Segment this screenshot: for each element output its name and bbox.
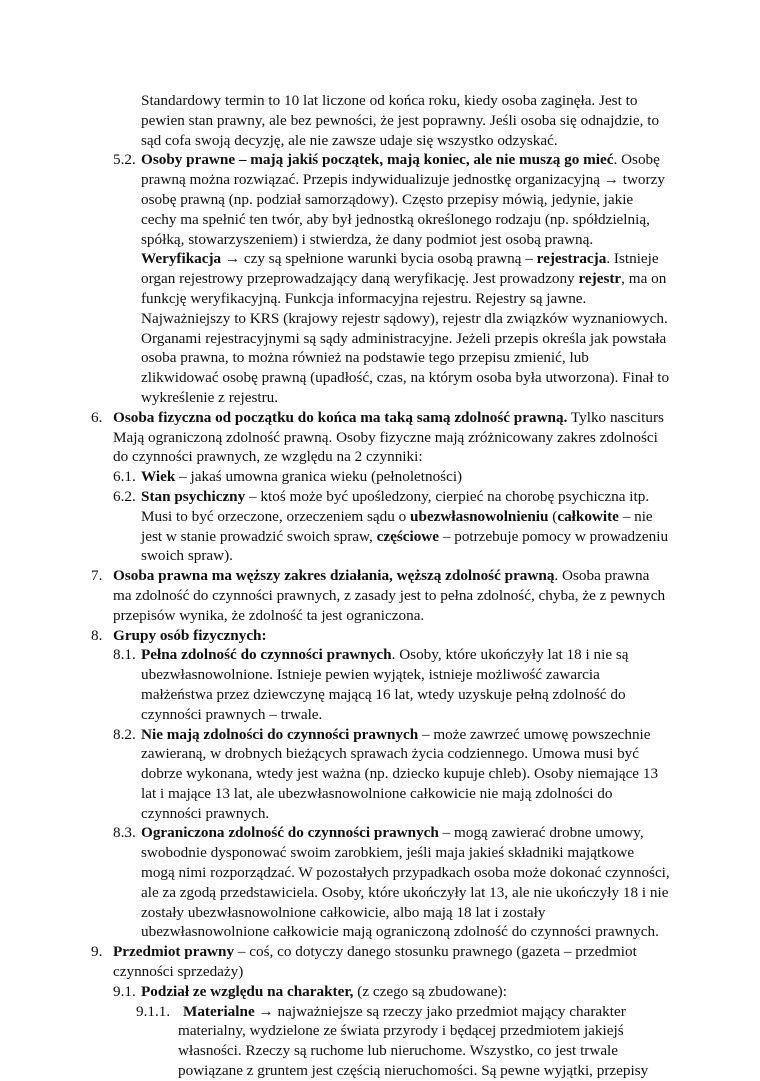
item-heading: Materialne →	[183, 1002, 274, 1020]
item-8	[0, 626, 670, 646]
item-9	[0, 942, 670, 982]
continuation-text: Standardowy termin to 10 lat liczone od końca roku, kiedy osoba zaginęła. Jest to pewien stan prawny, ale bez pewności, że jest poprawny. Jeśli osoba się odnajdzie, to sąd cofa swoją decyzję, ale nie zawsze udaje się wszystko odzyskać.	[141, 92, 660, 149]
item-heading: Osoba fizyczna od początku do końca ma taką samą zdolność prawną.	[113, 408, 568, 426]
item-body: Stan psychiczny – ktoś może być upośledzony, cierpieć na chorobę psychiczna itp. Musi to być orzeczone, orzeczeniem sądu o ubezwłasnowolnieniu (całkowite – nie jest w stanie prowadzić swoich spraw, częściowe – potrzebuje pomocy w prowadzeniu swoich spraw).	[141, 487, 669, 565]
item-6-2	[0, 487, 670, 566]
item-heading: Wiek	[141, 468, 176, 486]
item-heading: Osoba prawna ma węższy zakres działania, węższą zdolność prawną	[113, 567, 555, 585]
item-number: 6.	[91, 408, 103, 426]
item-8-3	[0, 823, 670, 942]
item-5-2	[0, 150, 670, 407]
item-number: 6.2.	[113, 487, 136, 505]
item-body: Wiek – jakaś umowna granica wieku (pełnoletności)	[141, 468, 463, 486]
paragraph-continuation	[0, 91, 670, 150]
item-number: 8.2.	[113, 725, 136, 743]
item-body: Osoby prawne – mają jakiś początek, mają koniec, ale nie muszą go mieć. Osobę prawną można rozwiązać. Przepis indywidualizuje jednostkę organizacyjną → tworzy osobę prawną (np. podział samorządowy). Często przepisy mówią, jedynie, jakie cechy ma spełnić ten twór, aby był jednostką określonego rodzaju (np. spółdzielnią, spółką, stowarzyszeniem) i stwierdza, że dany podmiot jest osobą prawną. Weryfikacja → czy są spełnione warunki bycia osobą prawną – rejestracja. Istnieje organ rejestrowy przeprowadzający daną weryfikację. Jest prowadzony rejestr, ma on funkcję weryfikacyjną. Funkcja informacyjna rejestru. Rejestry są jawne. Najważniejszy to KRS (krajowy rejestr sądowy), rejestr dla związków wyznaniowych. Organami rejestracyjnymi są sądy administracyjne. Jeżeli przepis określa jak powstała osoba prawna, to można również na podstawie tego przepisu zmienić, lub zlikwidować osobę prawną (upadłość, czas, na którym osoba była utworzona). Finał to wykreślenie z rejestru.	[141, 151, 670, 406]
item-6-1	[0, 467, 670, 487]
item-heading: Osoby prawne – mają jakiś początek, mają koniec, ale nie muszą go mieć	[141, 151, 614, 169]
item-8-1	[0, 645, 670, 724]
item-number: 8.3.	[113, 824, 136, 842]
item-body: Przedmiot prawny – coś, co dotyczy danego stosunku prawnego (gazeta – przedmiot czynności sprzedaży)	[113, 943, 637, 981]
item-body: Osoba prawna ma węższy zakres działania, węższą zdolność prawną. Osoba prawna ma zdolność do czynności prawnych, z zasady jest to pełna zdolność, chyba, że z pewnych przepisów wynika, że zdolność ta jest ograniczona.	[113, 567, 666, 624]
item-body: Podział ze względu na charakter, (z czego są zbudowane):	[141, 982, 507, 1000]
item-body: Pełna zdolność do czynności prawnych. Osoby, które ukończyły lat 18 i nie są ubezwłasnowolnione. Istnieje pewien wyjątek, istnieje możliwość zawarcia małżeństwa przez dziewczynę mającą 16 lat, wtedy uzyskuje pełną zdolność do czynności prawnych – trwale.	[141, 646, 629, 723]
item-number: 9.1.	[113, 982, 136, 1000]
item-heading: Przedmiot prawny	[113, 943, 235, 961]
item-body: Osoba fizyczna od początku do końca ma taką samą zdolność prawną. Tylko nasciturs Mają ograniczoną zdolność prawną. Osoby fizyczne mają zróżnicowany zakres zdolności do czynności prawnych, ze względu na 2 czynniki:	[113, 408, 664, 466]
item-number: 9.1.1.	[136, 1002, 171, 1020]
item-heading: Podział ze względu na charakter,	[141, 982, 354, 1000]
item-heading: Grupy osób fizycznych:	[113, 626, 267, 644]
item-body	[91, 626, 670, 646]
item-body: Ograniczona zdolność do czynności prawnych – mogą zawierać drobne umowy, swobodnie dysponować swoim zarobkiem, jeśli maja jakieś składniki majątkowe mogą nimi rozporządzać. W pozostałych przypadkach osoba może dokonać czynności, ale za zgodą przedstawiciela. Osoby, które ukończyły lat 13, ale nie ukończyły 18 i nie zostały ubezwłasnowolnione całkowicie, albo mają 18 lat i zostały ubezwłasnowolnione całkowicie mają ograniczoną zdolność do czynności prawnych.	[141, 824, 670, 941]
item-6	[0, 408, 670, 467]
item-heading: Nie mają zdolności do czynności prawnych	[141, 725, 419, 743]
item-heading: Stan psychiczny	[141, 487, 246, 505]
item-8-2	[0, 725, 670, 824]
item-9-1-1	[0, 1002, 670, 1081]
item-number: 7.	[91, 567, 103, 585]
item-heading: Ograniczona zdolność do czynności prawnych	[141, 824, 439, 842]
item-body: Nie mają zdolności do czynności prawnych – może zawrzeć umowę powszechnie zawieraną, w drobnych bieżących sprawach życia codziennego. Umowa musi być dobrze wykonana, wtedy jest ważna (np. dziecko kupuje chleb). Osoby niemające 13 lat i mające 13 lat, ale ubezwłasnowolnione całkowicie nie mają zdolności do czynności prawnych.	[141, 725, 659, 822]
item-number: 6.1.	[113, 468, 136, 486]
document-page	[0, 91, 760, 1081]
item-number: 9.	[91, 943, 103, 961]
item-number: 5.2.	[113, 151, 136, 169]
item-heading: Pełna zdolność do czynności prawnych	[141, 646, 392, 664]
item-number: 8.	[91, 626, 103, 644]
item-body: Materialne → najważniejsze są rzeczy jako przedmiot mający charakter materialny, wydzielone ze świata przyrody i będącej przedmiotem jakiejś własności. Rzeczy są ruchome lub nieruchome. Wszystko, co jest trwale powiązane z gruntem jest częścią nieruchomości. Są pewne wyjątki, przepisy	[178, 1002, 649, 1080]
item-number: 8.1.	[113, 646, 136, 664]
item-9-1	[0, 982, 670, 1002]
item-7	[0, 566, 670, 625]
